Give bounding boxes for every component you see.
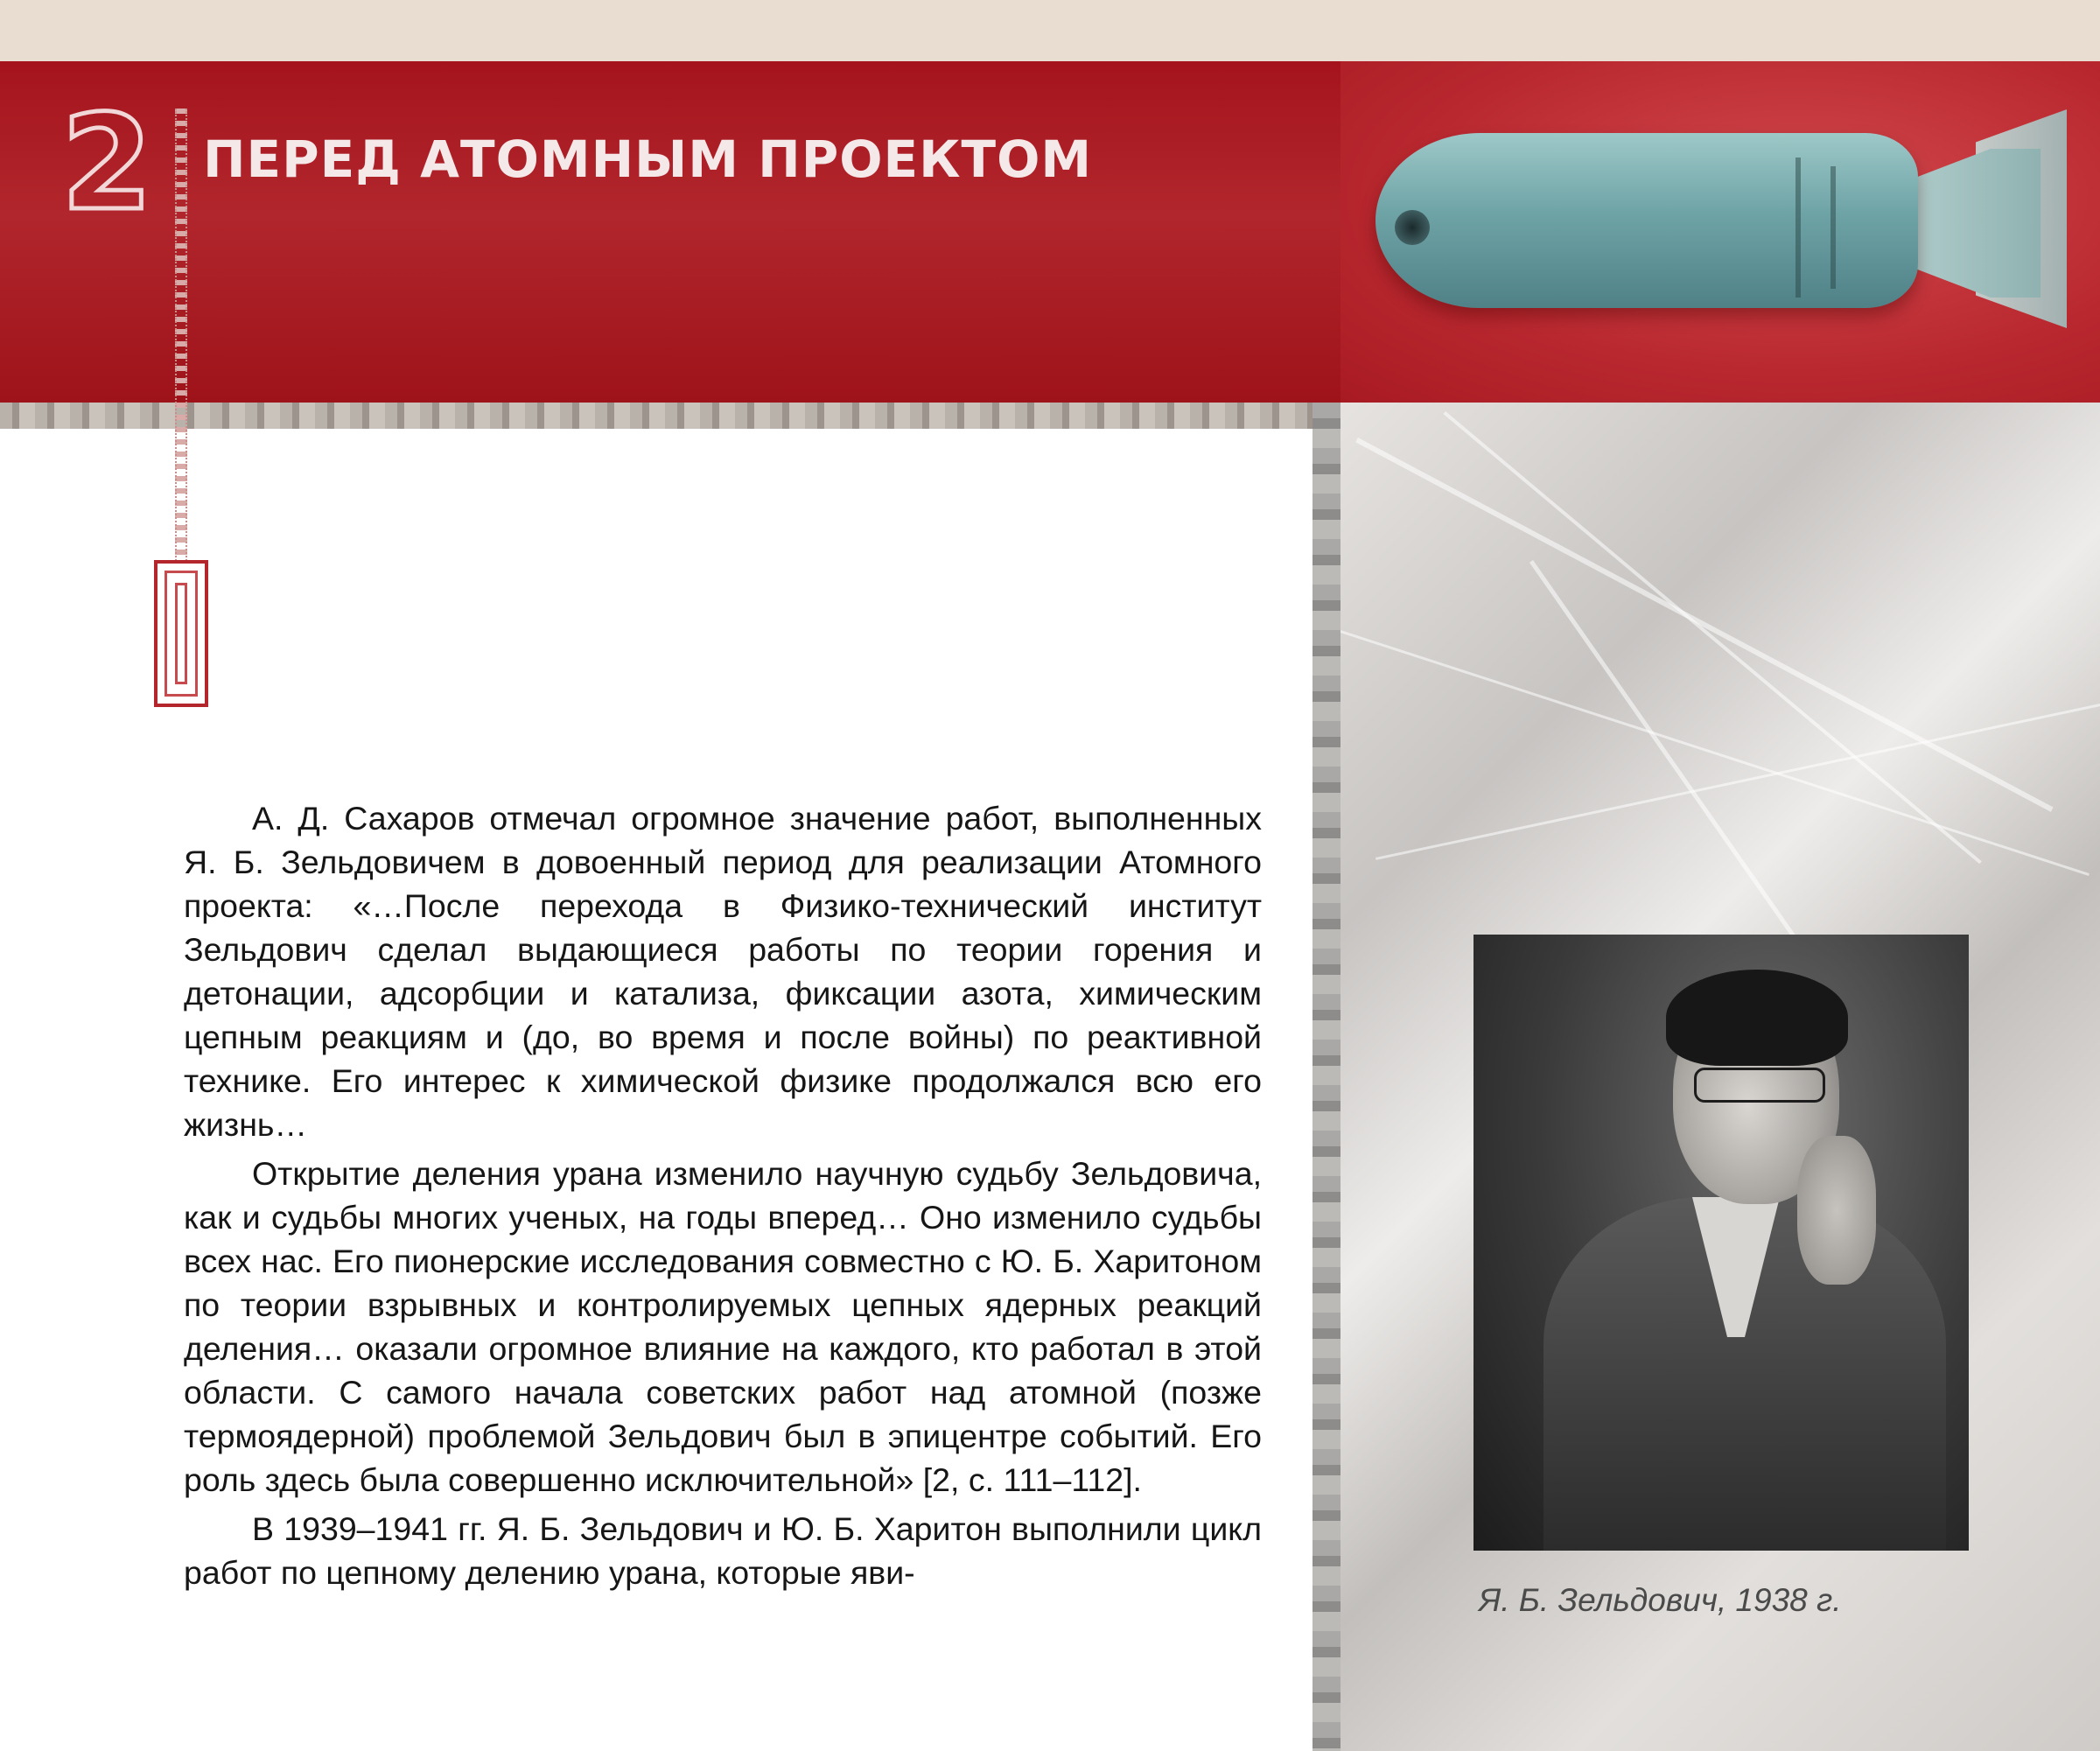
light-streak <box>1340 630 2090 876</box>
article-body <box>184 796 1262 1600</box>
decorative-chain <box>175 109 187 564</box>
bomb-illustration <box>1340 61 2100 403</box>
light-streak <box>1443 411 1981 864</box>
bomb-nose <box>1395 210 1430 245</box>
paragraph: Открытие деления урана изменило научную судьбу Зельдовича, как и судьбы многих ученых, на годы вперед… Оно изменило судьбы всех нас. Его пионерские исследования совместно с Ю. Б. Харитоном по теории взрывных и контролируемых цепных ядерных реакций деления… оказали огромное влияние на каждого, кто работал в этой области. С самого начала советских работ над атомной (позже термоядерной) проблемой Зельдович был в эпицентре событий. Его роль здесь была совершенно исключительной» [2, с. 111–112]. <box>184 1155 1262 1498</box>
paragraph: В 1939–1941 гг. Я. Б. Зельдович и Ю. Б. Харитон выполнили цикл работ по цепному делению урана, которые яви- <box>184 1510 1262 1591</box>
chapter-title: ПЕРЕД АТОМНЫМ ПРОЕКТОМ <box>203 130 1093 189</box>
decorative-pendant <box>154 560 208 707</box>
portrait-photo <box>1474 935 1969 1551</box>
top-margin-strip <box>0 0 2100 61</box>
photo-glasses <box>1694 1068 1825 1103</box>
photo-caption: Я. Б. Зельдович, 1938 г. <box>1479 1582 1842 1618</box>
light-streak <box>1355 438 2053 812</box>
chapter-number: 2 <box>61 88 153 240</box>
bomb-body <box>1376 133 1918 308</box>
texture-divider <box>0 403 1340 429</box>
photo-hand <box>1797 1136 1876 1285</box>
bomb-band <box>1830 166 1836 289</box>
photo-hair <box>1666 970 1848 1066</box>
bomb-band <box>1796 158 1801 298</box>
panel-edge-texture <box>1312 403 1340 1751</box>
paragraph: А. Д. Сахаров отмечал огромное значение работ, выполненных Я. Б. Зельдовичем в довоенный период для реализации Атомного проекта: «…После перехода в Физико-технический институт Зельдович сделал выдающиеся работы по теории горения и детонации, адсорбции и катализа, фиксации азота, химическим цепным реакциям и (до, во время и после войны) по реактивной технике. Его интерес к химической физике продолжался всю его жизнь… <box>184 800 1262 1143</box>
chapter-header-band <box>0 61 1340 403</box>
